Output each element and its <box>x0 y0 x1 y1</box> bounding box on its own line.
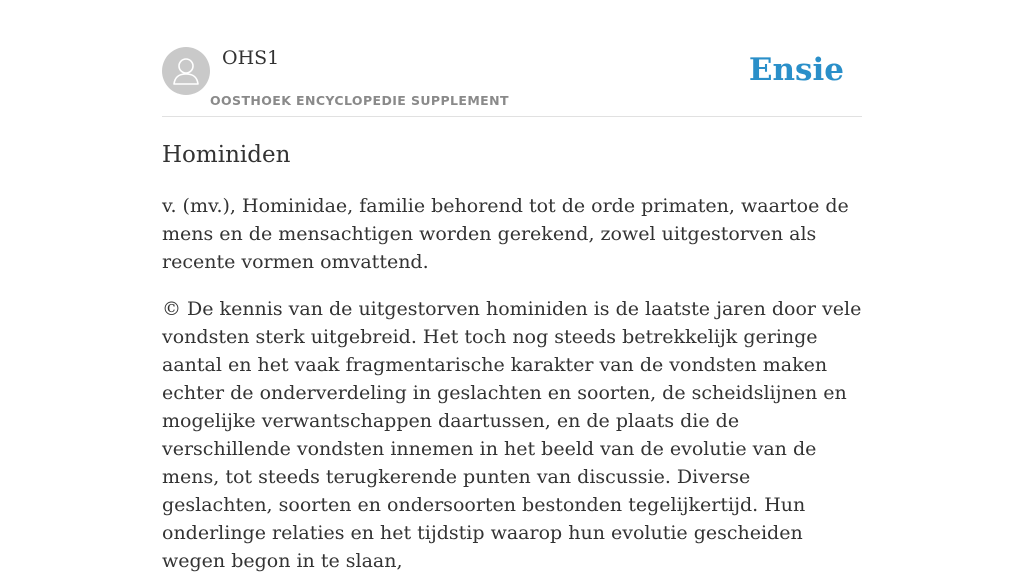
avatar[interactable] <box>162 47 210 95</box>
source-label[interactable]: OOSTHOEK ENCYCLOPEDIE SUPPLEMENT <box>210 93 509 108</box>
entry-header <box>162 0 862 117</box>
page-title: Hominiden <box>162 142 291 168</box>
body-paragraph: © De kennis van de uitgestorven hominiden is de laatste jaren door vele vondsten sterk uitgebreid. Het toch nog steeds betrekkelijk geringe aantal en het vaak fragmentarische karakter van de vondsten maken echter de onderverdeling in geslachten en soorten, de scheidslijnen en mogelijke verwantschappen daartussen, en de plaats die de verschillende vondsten innemen in het beeld van de evolutie van de mens, tot steeds terugkerende punten van discussie. Diverse geslachten, soorten en ondersoorten bestonden tegelijkertijd. Hun onderlinge relaties en het tijdstip waarop hun evolutie gescheiden wegen begon in te slaan, <box>162 298 862 572</box>
ensie-logo[interactable]: Ensie <box>748 52 844 88</box>
author-name[interactable]: OHS1 <box>222 47 280 69</box>
user-icon <box>162 47 210 95</box>
definition-paragraph: v. (mv.), Hominidae, familie behorend tot de orde primaten, waartoe de mens en de mensachtigen worden gerekend, zowel uitgestorven als recente vormen omvattend. <box>162 195 849 273</box>
page-content <box>162 0 862 572</box>
